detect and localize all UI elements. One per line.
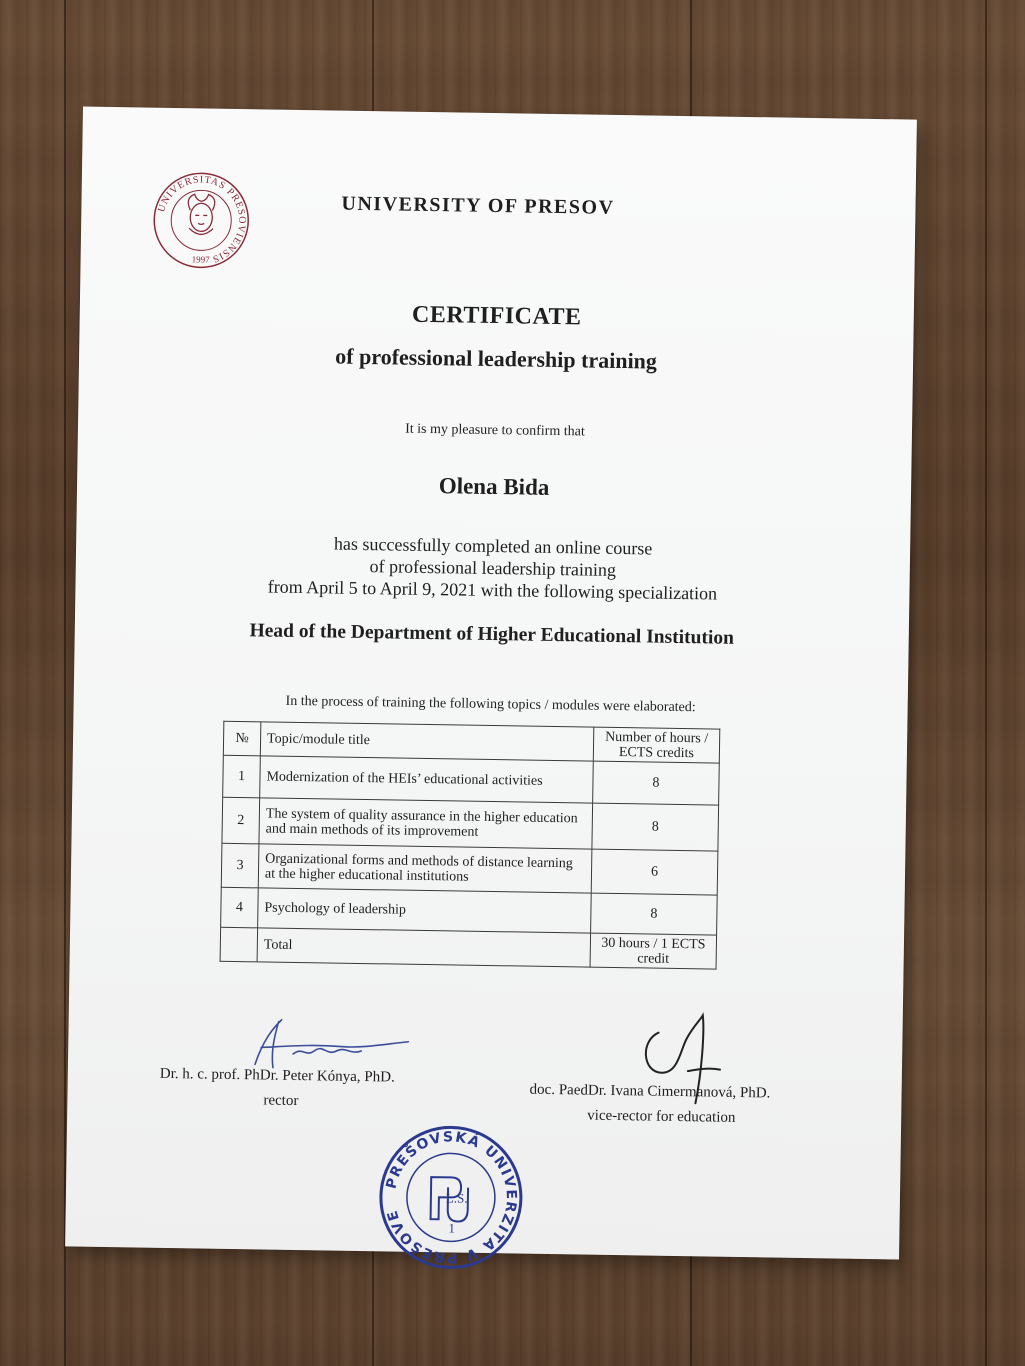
row-number: 3 <box>221 843 259 888</box>
total-label: Total <box>257 928 590 967</box>
row-topic: Organizational forms and methods of distance learning at the higher educational institutions <box>258 844 592 893</box>
total-number-cell <box>220 927 258 962</box>
specialization: Head of the Department of Higher Educational Institution <box>249 620 735 649</box>
row-topic: Modernization of the HEIs’ educational activities <box>260 756 594 803</box>
certificate-sheet <box>65 107 917 1266</box>
table-row <box>222 797 719 851</box>
row-topic: Psychology of leadership <box>258 888 592 933</box>
completion-line: from April 5 to April 9, 2021 with the following specialization <box>267 576 718 604</box>
university-name: UNIVERSITY OF PRESOV <box>341 192 615 219</box>
certificate-subtitle: of professional leadership training <box>335 343 658 374</box>
row-topic: The system of quality assurance in the higher education and main methods of its improvement <box>259 798 593 849</box>
modules-table <box>220 721 721 970</box>
university-crest-seal <box>150 170 252 272</box>
stamp-number: 1 <box>448 1220 456 1236</box>
certificate-title: CERTIFICATE <box>411 301 582 331</box>
row-number: 2 <box>222 797 260 844</box>
rector-name: Dr. h. c. prof. PhDr. Peter Kónya, PhD. <box>159 1065 395 1086</box>
table-total-row <box>220 927 716 969</box>
row-number: 1 <box>223 755 261 798</box>
floor-plank-seam <box>985 0 987 1366</box>
stamp-ls-label: L.S. <box>445 1190 468 1206</box>
header-topic: Topic/module title <box>260 722 593 761</box>
completion-statement <box>75 528 910 607</box>
header-hours: Number of hours / ECTS credits <box>593 727 720 763</box>
modules-intro: In the process of training the following topics / modules were elaborated: <box>285 693 696 716</box>
completion-line: has successfully completed an online course <box>333 533 653 559</box>
recipient-name: Olena Bida <box>438 473 550 500</box>
crest-year: 1997 <box>191 254 210 265</box>
vice-rector-role: vice-rector for education <box>587 1107 736 1126</box>
table-row <box>221 843 718 895</box>
row-hours: 6 <box>591 849 718 895</box>
total-hours: 30 hours / 1 ECTS credit <box>590 933 717 969</box>
confirmation-intro: It is my pleasure to confirm that <box>405 421 585 440</box>
completion-line: of professional leadership training <box>369 556 617 580</box>
row-hours: 8 <box>591 893 718 935</box>
row-hours: 8 <box>593 761 720 805</box>
row-hours: 8 <box>592 803 719 851</box>
row-number: 4 <box>221 887 259 928</box>
stamp-text: PREŠOVSKÁ UNIVERZITA V PREŠOVE <box>383 1129 520 1266</box>
vice-rector-name: doc. PaedDr. Ivana Cimermanová, PhD. <box>529 1081 771 1102</box>
header-number: № <box>223 721 261 756</box>
rector-role: rector <box>263 1092 299 1110</box>
crest-text: UNIVERSITAS PRESOVIENSIS <box>156 174 248 265</box>
